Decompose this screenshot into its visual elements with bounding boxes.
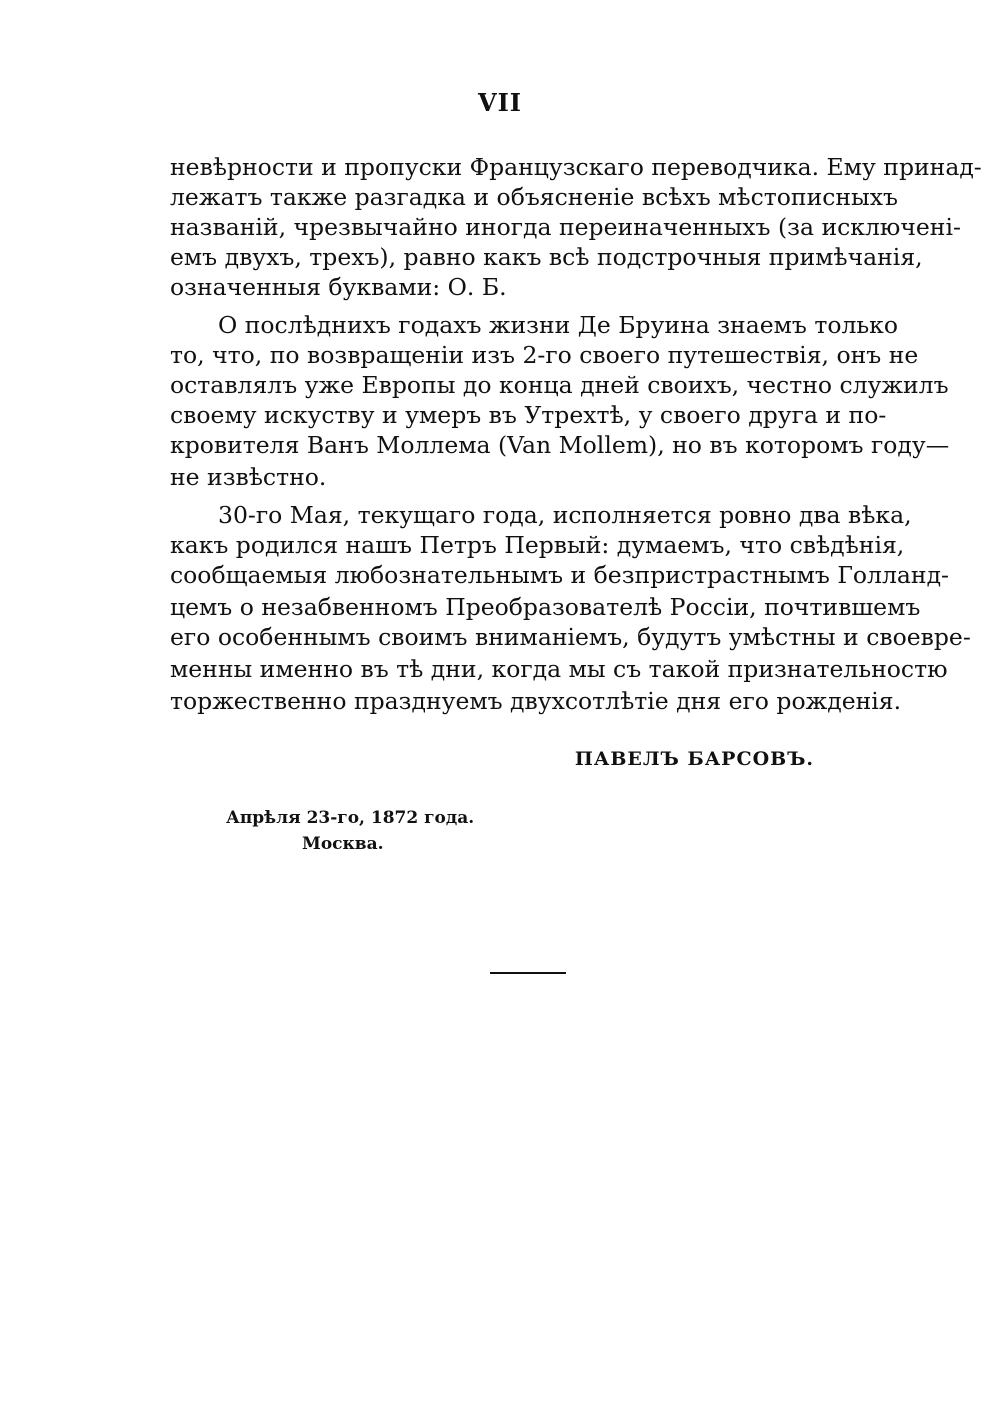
- text-line: менны именно въ тѣ дни, когда мы съ такой признательностю: [170, 655, 948, 683]
- text-line: О послѣднихъ годахъ жизни Де Бруина знаемъ только: [218, 311, 899, 339]
- text-line: емъ двухъ, трехъ), равно какъ всѣ подстрочныя примѣчанія,: [170, 243, 923, 271]
- text-line: его особеннымъ своимъ вниманіемъ, будутъ умѣстны и своевре-: [170, 623, 971, 651]
- text-line: то, что, по возвращеніи изъ 2-го своего путешествія, онъ не: [170, 341, 919, 369]
- text-line: оставлялъ уже Европы до конца дней своихъ, честно служилъ: [170, 371, 949, 399]
- text-line: цемъ о незабвенномъ Преобразователѣ Россіи, почтившемъ: [170, 593, 921, 621]
- text-line: сообщаемыя любознательнымъ и безпристрастнымъ Голланд-: [170, 561, 949, 589]
- text-line: какъ родился нашъ Петръ Первый: думаемъ, что свѣдѣнія,: [170, 531, 905, 559]
- text-line: не извѣстно.: [170, 463, 327, 491]
- section-end-rule: [490, 972, 566, 974]
- text-line: означенныя буквами: О. Б.: [170, 273, 507, 301]
- text-line: невѣрности и пропуски Французскаго переводчика. Ему принад-: [170, 153, 982, 181]
- text-line: торжественно празднуемъ двухсотлѣтіе дня его рожденія.: [170, 687, 902, 715]
- text-line: кровителя Ванъ Моллема (Van Mollem), но въ которомъ году—: [170, 431, 950, 459]
- text-line: своему искуству и умеръ въ Утрехтѣ, у своего друга и по-: [170, 401, 887, 429]
- author-signature: ПАВЕЛЪ БАРСОВЪ.: [574, 748, 814, 770]
- page-number: VII: [477, 88, 523, 117]
- dateline-place: Москва.: [302, 834, 384, 854]
- dateline-date: Апрѣля 23-го, 1872 года.: [226, 808, 475, 828]
- text-line: 30-го Мая, текущаго года, исполняется ровно два вѣка,: [218, 501, 912, 529]
- text-line: лежатъ также разгадка и объясненіе всѣхъ мѣстописныхъ: [170, 183, 898, 211]
- text-line: названій, чрезвычайно иногда переиначенныхъ (за исключені-: [170, 213, 961, 241]
